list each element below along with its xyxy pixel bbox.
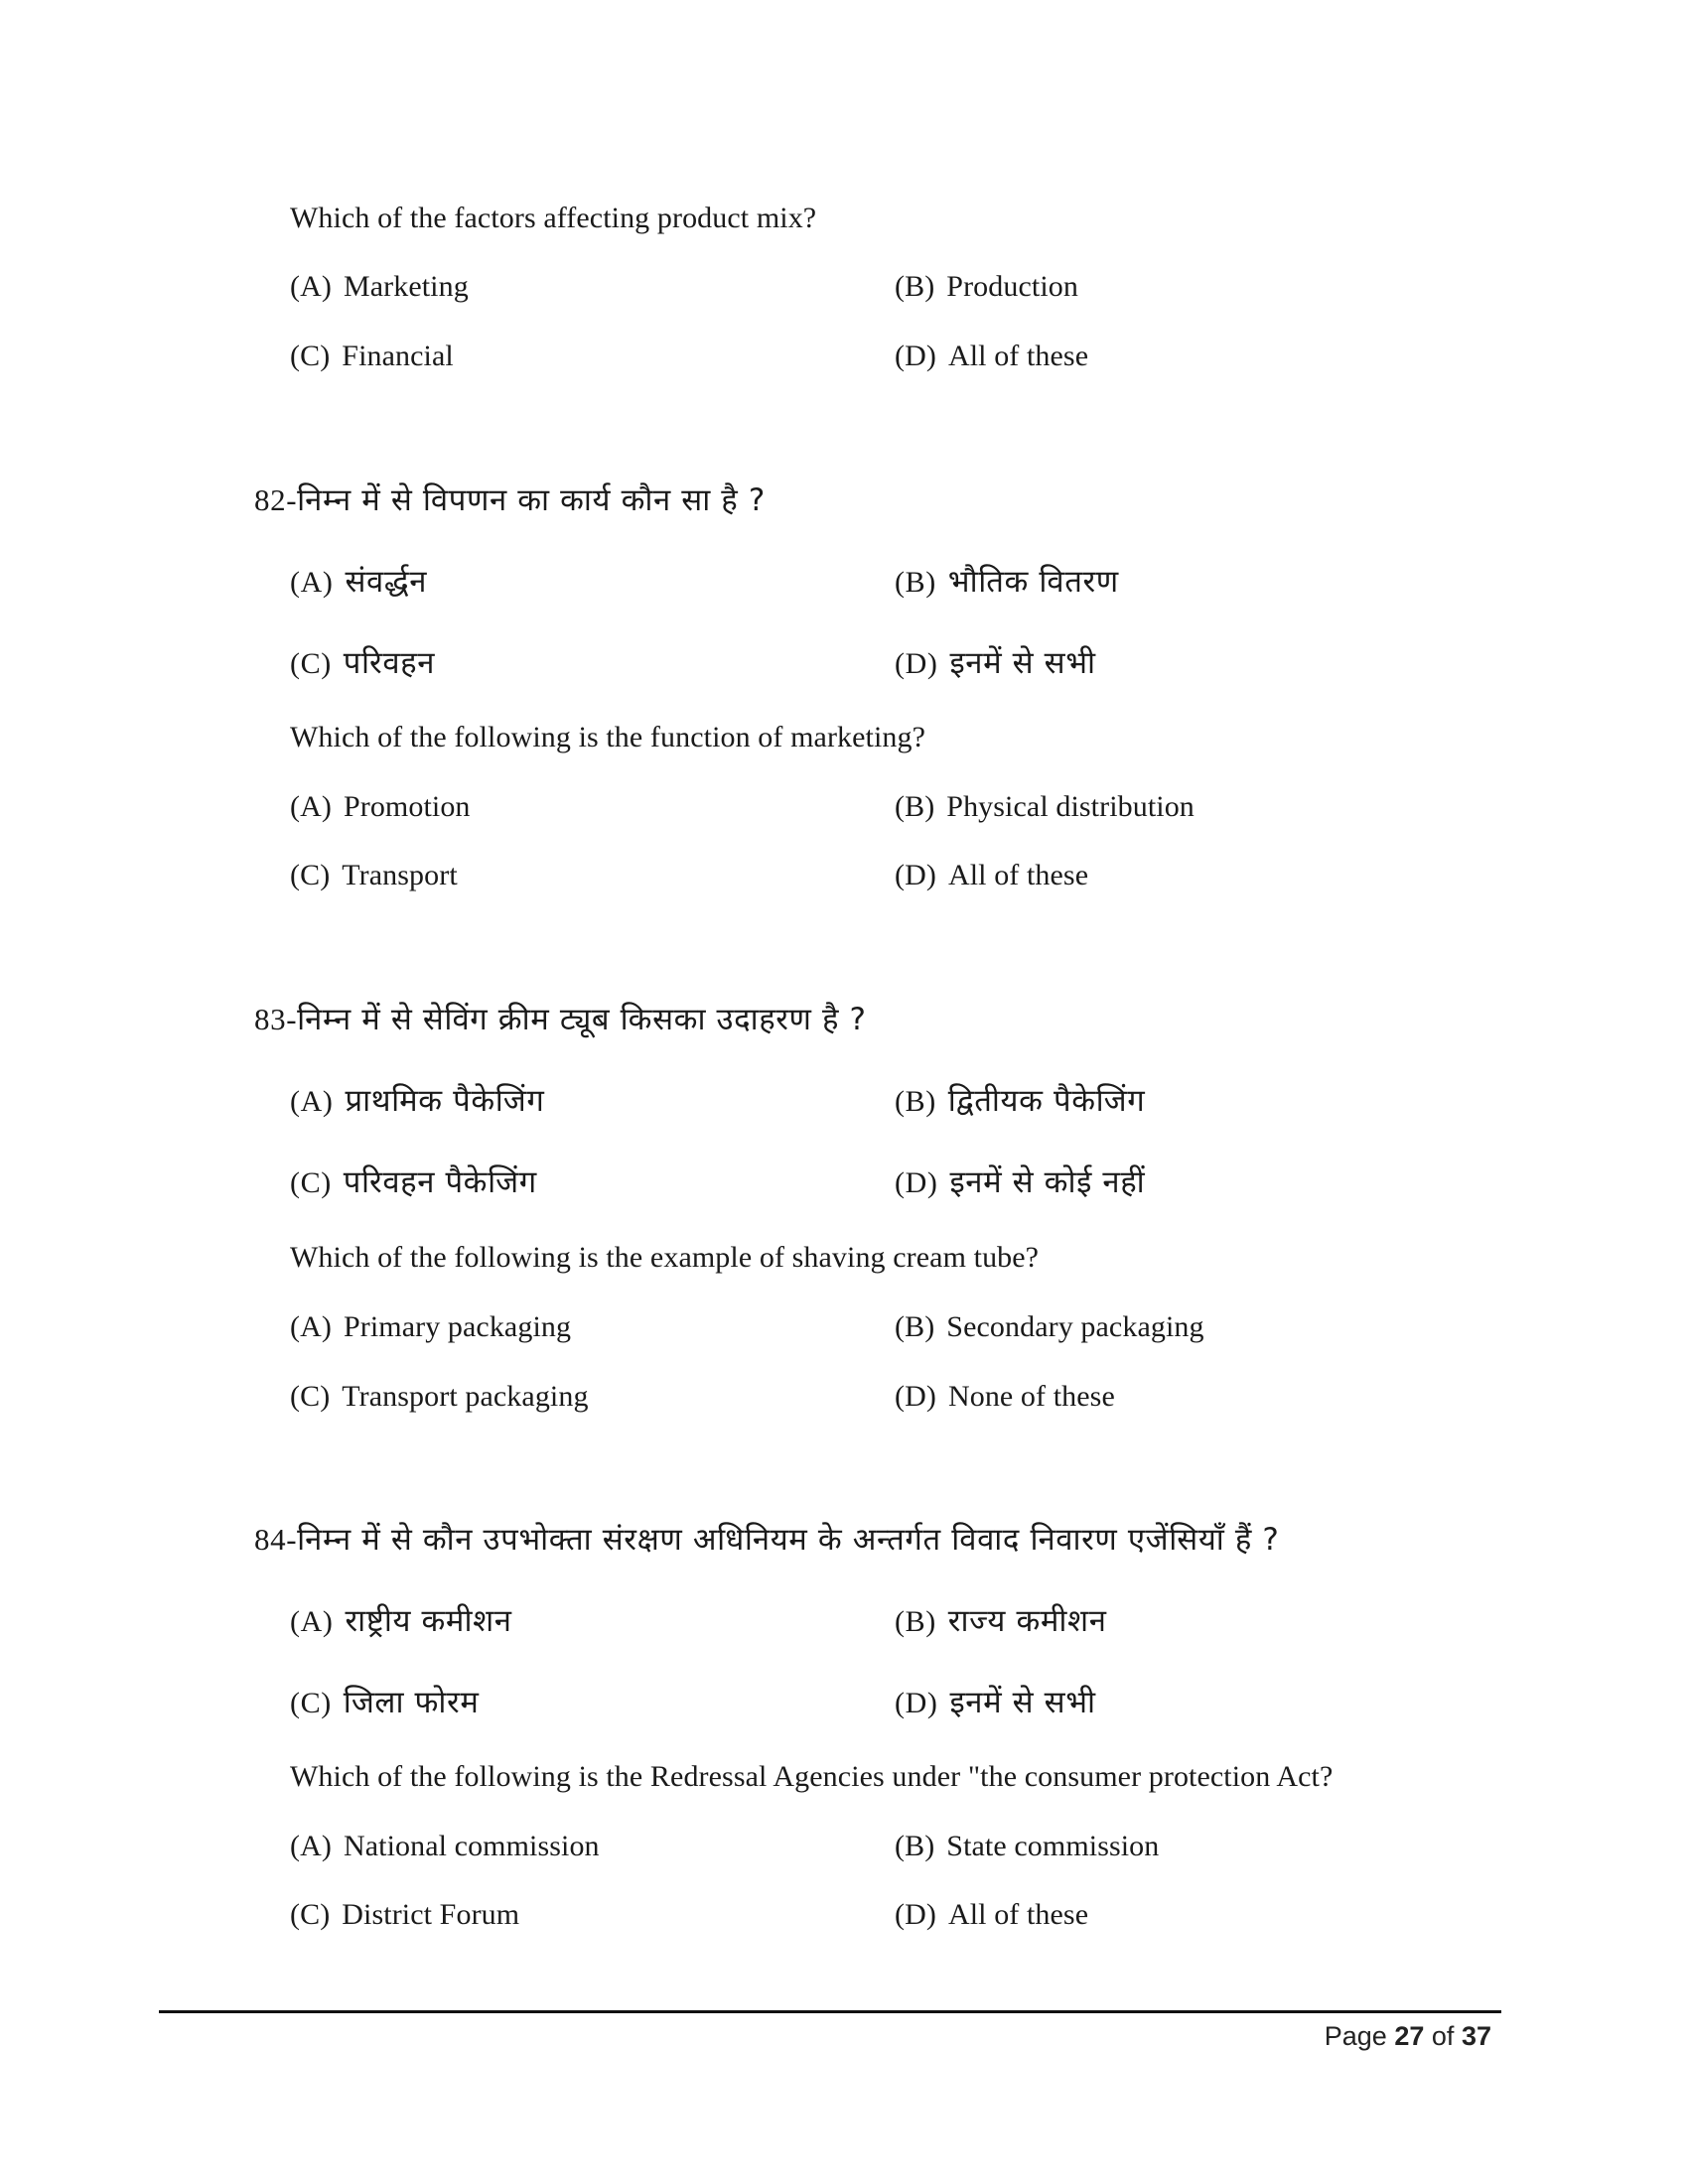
option-text: इनमें से कोई नहीं <box>949 1164 1146 1200</box>
option-b <box>895 560 1119 602</box>
option-letter: (C) <box>290 340 331 372</box>
question-number: 84- <box>254 1522 298 1557</box>
option-c <box>290 1898 519 1932</box>
option-a <box>290 560 427 602</box>
option-text: इनमें से सभी <box>949 645 1096 681</box>
option-text: Secondary packaging <box>946 1310 1204 1343</box>
option-text: All of these <box>947 859 1089 891</box>
option-text: संवर्द्धन <box>345 564 428 600</box>
option-letter: (C) <box>290 1687 332 1719</box>
option-letter: (C) <box>290 1380 331 1413</box>
option-d <box>895 1160 1145 1202</box>
question-text: Which of the factors affecting product mix? <box>290 202 817 234</box>
option-letter: (C) <box>290 647 332 680</box>
option-letter: (A) <box>290 1310 332 1343</box>
option-text: None of these <box>947 1380 1115 1413</box>
question-text: Which of the following is the function of marketing? <box>290 721 926 753</box>
option-a <box>290 270 469 304</box>
option-letter: (B) <box>895 270 935 303</box>
option-letter: (A) <box>290 566 334 599</box>
question-text-hindi: निम्न में से विपणन का कार्य कौन सा है ? <box>297 482 766 518</box>
option-letter: (B) <box>895 566 936 599</box>
option-letter: (A) <box>290 1085 334 1118</box>
question-text-hindi: निम्न में से कौन उपभोक्ता संरक्षण अधिनियम के अन्तर्गत विवाद निवारण एजेंसियाँ हैं ? <box>297 1522 1280 1558</box>
question-number: 82- <box>254 482 298 517</box>
option-letter: (C) <box>290 859 331 891</box>
option-text: Marketing <box>343 270 469 303</box>
option-b <box>895 270 1078 304</box>
option-a <box>290 1830 600 1863</box>
option-b <box>895 1079 1145 1121</box>
option-letter: (D) <box>895 1166 938 1199</box>
option-d <box>895 1681 1096 1722</box>
option-letter: (A) <box>290 1605 334 1638</box>
option-c <box>290 340 454 373</box>
option-text: Promotion <box>343 790 471 823</box>
option-letter: (B) <box>895 790 935 823</box>
option-text: All of these <box>947 1898 1089 1931</box>
option-text: परिवहन <box>343 645 436 681</box>
option-letter: (D) <box>895 859 936 891</box>
question-hindi <box>254 998 867 1039</box>
option-b <box>895 790 1195 824</box>
option-c <box>290 1681 479 1722</box>
option-b <box>895 1599 1107 1641</box>
option-c <box>290 1380 589 1414</box>
option-c <box>290 1160 537 1202</box>
option-text: जिला फोरम <box>343 1685 480 1720</box>
option-letter: (B) <box>895 1830 935 1862</box>
option-letter: (B) <box>895 1310 935 1343</box>
option-a <box>290 790 471 824</box>
option-text: Financial <box>342 340 454 372</box>
option-d <box>895 340 1088 373</box>
option-letter: (D) <box>895 340 936 372</box>
option-a <box>290 1310 571 1344</box>
of-word: of <box>1431 2021 1455 2051</box>
option-d <box>895 1380 1115 1414</box>
option-letter: (D) <box>895 1687 938 1719</box>
option-d <box>895 859 1088 892</box>
option-b <box>895 1830 1159 1863</box>
option-text: राष्ट्रीय कमीशन <box>345 1603 512 1639</box>
option-text: District Forum <box>342 1898 520 1931</box>
option-letter: (D) <box>895 1898 936 1931</box>
option-text: Transport <box>342 859 458 891</box>
option-text: इनमें से सभी <box>949 1685 1096 1720</box>
option-letter: (A) <box>290 1830 332 1862</box>
page-number <box>1325 2021 1491 2052</box>
option-letter: (D) <box>895 1380 936 1413</box>
option-c <box>290 859 458 892</box>
option-c <box>290 641 435 683</box>
option-text: Transport packaging <box>342 1380 589 1413</box>
option-b <box>895 1310 1204 1344</box>
option-letter: (B) <box>895 1085 936 1118</box>
option-text: Primary packaging <box>343 1310 572 1343</box>
question-hindi <box>254 1518 1279 1560</box>
current-page: 27 <box>1394 2021 1425 2051</box>
option-letter: (C) <box>290 1898 331 1931</box>
option-letter: (B) <box>895 1605 936 1638</box>
option-text: Production <box>946 270 1078 303</box>
question-text: Which of the following is the example of shaving cream tube? <box>290 1241 1040 1274</box>
option-text: भौतिक वितरण <box>947 564 1119 600</box>
option-letter: (A) <box>290 270 332 303</box>
footer-divider <box>159 2010 1501 2013</box>
question-text: Which of the following is the Redressal Agencies under "the consumer protection Act? <box>290 1760 1334 1793</box>
option-text: परिवहन पैकेजिंग <box>343 1164 537 1200</box>
option-text: Physical distribution <box>946 790 1195 823</box>
total-pages: 37 <box>1461 2021 1491 2051</box>
page-word: Page <box>1324 2021 1387 2051</box>
option-letter: (A) <box>290 790 332 823</box>
option-text: राज्य कमीशन <box>947 1603 1107 1639</box>
option-letter: (D) <box>895 647 938 680</box>
option-text: State commission <box>946 1830 1160 1862</box>
option-text: National commission <box>343 1830 600 1862</box>
option-d <box>895 1898 1088 1932</box>
option-text: द्वितीयक पैकेजिंग <box>947 1083 1146 1119</box>
option-letter: (C) <box>290 1166 332 1199</box>
option-a <box>290 1079 544 1121</box>
option-text: प्राथमिक पैकेजिंग <box>345 1083 545 1119</box>
question-number: 83- <box>254 1002 298 1036</box>
option-d <box>895 641 1096 683</box>
question-text-hindi: निम्न में से सेविंग क्रीम ट्यूब किसका उदाहरण है ? <box>297 1002 867 1037</box>
question-hindi <box>254 478 766 520</box>
option-text: All of these <box>947 340 1089 372</box>
option-a <box>290 1599 512 1641</box>
